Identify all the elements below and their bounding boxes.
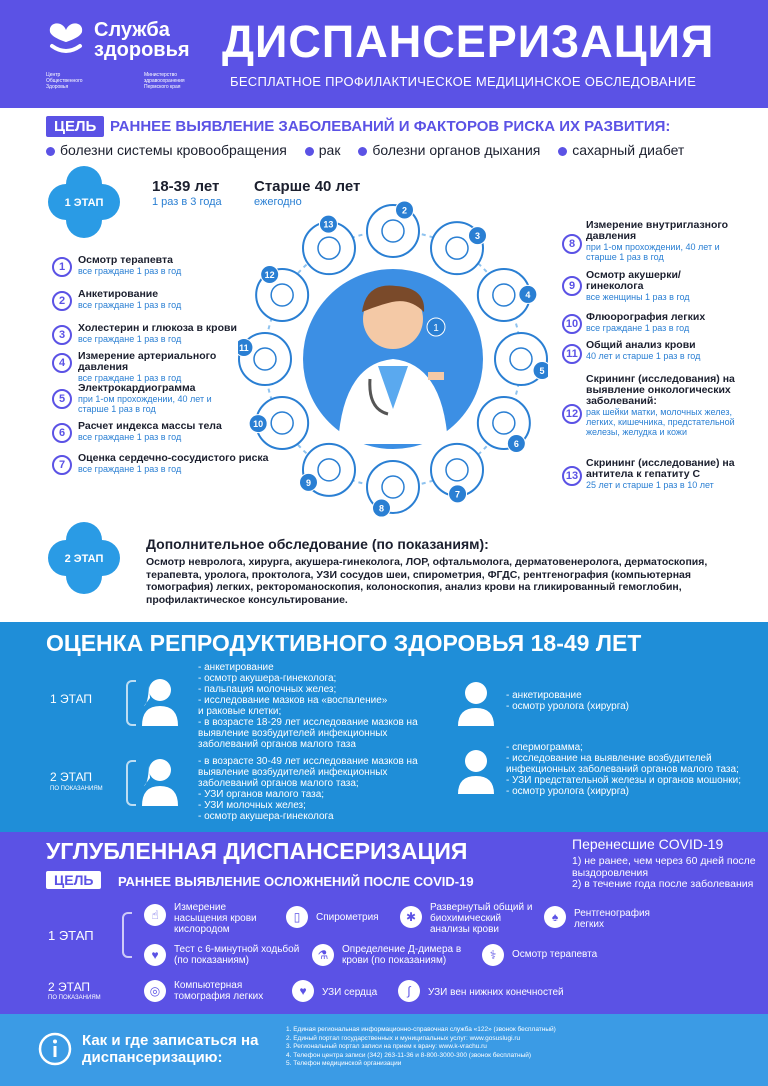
list-item: 5 Электрокардиограмма при 1-ом прохождении, 40 лет и старше 1 раз в год xyxy=(52,383,272,421)
list-item: 11 Общий анализ крови 40 лет и старше 1 раз в год xyxy=(562,340,752,374)
list-item: 13 Скрининг (исследование) на антитела к гепатиту С 25 лет и старше 1 раз в 10 лет xyxy=(562,458,752,498)
page-title: ДИСПАНСЕРИЗАЦИЯ xyxy=(222,16,715,67)
footer-line: 5. Телефон медицинской организации xyxy=(286,1060,402,1067)
footer-lines xyxy=(286,1026,756,1069)
doctor-icon: ⚕ xyxy=(482,944,504,966)
ring-number: 1 xyxy=(433,323,439,334)
deep-stage1: 1 ЭТАП xyxy=(48,928,94,943)
deep-stage2: 2 ЭТАП xyxy=(48,980,91,994)
repro-female-1: - анкетирование - осмотр акушера-гинеколога; - пальпация молочных желез; - исследование мазков на «воспаление» и раковые клетки; - в возрасте 18-29 лет исследование мазков на выявление возбудителей инфекционных заболеваний органов малого таза xyxy=(198,662,418,750)
ring-number: 6 xyxy=(513,438,519,449)
ring-number: 8 xyxy=(378,503,385,514)
org1: Центр Общественного Здоровья xyxy=(46,72,83,90)
lungs-icon: ♠ xyxy=(544,906,566,928)
stage2-title: Дополнительное обследование (по показаниям): xyxy=(146,536,489,552)
exam-ring xyxy=(238,194,548,524)
goal-badge: ЦЕЛЬ xyxy=(46,116,104,137)
test-tube-icon: ⚗ xyxy=(312,944,334,966)
repro-stage2: 2 ЭТАП xyxy=(50,770,93,784)
repro-stage1: 1 ЭТАП xyxy=(50,692,93,706)
stage2-text: Осмотр невролога, хирурга, акушера-гинеколога, ЛОР, офтальмолога, дерматовенеролога, дерматоскопия, терапевта, уролога, проктолога, УЗИ сосудов шеи, спирометрия, ФГДС, рентгенография (компьютерная томография) легких, ректороманоскопия, колоноскопия, анализ крови на гликированный гемоглобин, профилактическое консультирование. xyxy=(146,556,708,606)
ring-number: 2 xyxy=(401,205,408,216)
veins-icon: ∫ xyxy=(398,980,420,1002)
deep-s2-item: УЗИ сердца xyxy=(322,987,378,998)
deep-s1-item: Осмотр терапевта xyxy=(512,949,598,960)
list-item: 6 Расчет индекса массы тела все граждане 1 раз в год xyxy=(52,421,272,453)
deep-s1-item: Определение Д-димера в крови (по показаниям) xyxy=(342,944,462,966)
org2: Министерство здравоохранения Пермского края xyxy=(144,72,185,90)
logo-line2: здоровья xyxy=(94,39,190,61)
info-icon xyxy=(38,1032,72,1066)
list-item: 10 Флюорография легких все граждане 1 раз в год xyxy=(562,312,752,340)
footer-title: Как и где записаться на диспансеризацию: xyxy=(82,1032,259,1066)
heart-icon: ♥ xyxy=(144,944,166,966)
repro-male-1: - анкетирование - осмотр уролога (хирурга) xyxy=(506,690,630,712)
age1: 18-39 лет xyxy=(152,178,220,195)
deep-s1-item: Спирометрия xyxy=(316,912,379,923)
covid-text: 1) не ранее, чем через 60 дней после выздоровления 2) в течение года после заболевания xyxy=(572,855,756,890)
footer-line: 2. Единый портал государственных и муниципальных услуг: www.gosuslugi.ru xyxy=(286,1034,521,1042)
repro-title: ОЦЕНКА РЕПРОДУКТИВНОГО ЗДОРОВЬЯ 18-49 ЛЕТ xyxy=(46,630,642,656)
list-item: 7 Оценка сердечно-сосудистого риска все граждане 1 раз в год xyxy=(52,453,272,483)
man-icon xyxy=(456,748,496,794)
list-item: 8 Измерение внутриглазного давления при 1-ом прохождении, 40 лет и старше 1 раз в год xyxy=(562,220,752,270)
deep-s1-item: Развернутый общий и биохимический анализы крови xyxy=(430,902,533,935)
heart-ultrasound-icon: ♥ xyxy=(292,980,314,1002)
list-item: 9 Осмотр акушерки/гинеколога все женщины 1 раз в год xyxy=(562,270,752,312)
goal-bullet: сахарный диабет xyxy=(572,142,685,158)
deep-s1-item: Измерение насыщения крови кислородом xyxy=(174,902,257,935)
oxygen-icon: ☝ xyxy=(144,904,166,926)
list-item: 1 Осмотр терапевта все граждане 1 раз в год xyxy=(52,255,272,289)
deep-s2-item: УЗИ вен нижних конечностей xyxy=(428,987,564,998)
goal-bullet: рак xyxy=(318,142,341,158)
deep-stage2-sub: ПО ПОКАЗАНИЯМ xyxy=(48,995,101,1001)
logo-line1: Служба xyxy=(94,19,170,41)
list-item: 2 Анкетирование все граждане 1 раз в год xyxy=(52,289,272,323)
woman-icon xyxy=(140,676,180,726)
deep-goal-badge: ЦЕЛЬ xyxy=(46,871,101,889)
stage1-label: 1 ЭТАП xyxy=(64,197,104,209)
blood-test-icon: ✱ xyxy=(400,906,422,928)
stage2-clover xyxy=(46,520,122,596)
age2-freq: ежегодно xyxy=(254,196,302,208)
deep-s1-item: Рентгенография легких xyxy=(574,908,650,930)
footer-line: 3. Региональный портал записи на прием к врачу: www.k-vrachu.ru xyxy=(286,1043,487,1050)
stage1-right-list xyxy=(562,220,752,498)
woman-icon xyxy=(140,756,180,806)
footer-line: 4. Телефон центра записи (342) 263-11-36 и 8-800-3000-300 (звонок бесплатный) xyxy=(286,1051,532,1059)
ring-number: 7 xyxy=(455,489,461,500)
ring-number: 9 xyxy=(305,477,312,488)
stage2-label: 2 ЭТАП xyxy=(64,553,104,565)
repro-female-2: - в возрасте 30-49 лет исследование мазков на выявление возбудителей инфекционных заболеваний органов малого таза; - УЗИ органов малого таза; - УЗИ молочных желез; - осмотр акушера-гинеколога xyxy=(198,756,418,822)
goal-bullet: болезни системы кровообращения xyxy=(60,142,287,158)
page-subtitle: БЕСПЛАТНОЕ ПРОФИЛАКТИЧЕСКОЕ МЕДИЦИНСКОЕ ОБСЛЕДОВАНИЕ xyxy=(230,74,697,89)
deep-title: УГЛУБЛЕННАЯ ДИСПАНСЕРИЗАЦИЯ xyxy=(46,838,468,864)
age1-freq: 1 раз в 3 года xyxy=(152,196,222,208)
spirometry-icon: ▯ xyxy=(286,906,308,928)
list-item: 3 Холестерин и глюкоза в крови все граждане 1 раз в год xyxy=(52,323,272,351)
ct-scan-icon: ◎ xyxy=(144,980,166,1002)
list-item: 12 Скрининг (исследования) на выявление онкологических заболеваний: рак шейки матки, молочных желез, легких, кишечника, предстательной железы, желудка и кожи xyxy=(562,374,752,458)
goal-bullets xyxy=(46,142,746,158)
age2: Старше 40 лет xyxy=(254,178,361,195)
ring-number: 13 xyxy=(323,219,334,230)
logo xyxy=(44,16,204,64)
repro-male-2: - спермограмма; - исследование на выявление возбудителей инфекционных заболеваний органов малого таза; - УЗИ предстательной железы и органов мошонки; - осмотр уролога (хирурга) xyxy=(506,742,741,797)
deep-goal: РАННЕЕ ВЫЯВЛЕНИЕ ОСЛОЖНЕНИЙ ПОСЛЕ COVID-19 xyxy=(118,874,474,889)
deep-s2-item: Компьютерная томография легких xyxy=(174,980,264,1002)
footer-line: 1. Единая региональная информационно-справочная служба «122» (звонок бесплатный) xyxy=(286,1026,556,1033)
ring-number: 10 xyxy=(253,419,264,430)
list-item: 4 Измерение артериального давления все граждане 1 раз в год xyxy=(52,351,272,383)
ring-number: 11 xyxy=(239,342,249,353)
stage1-clover xyxy=(46,164,122,240)
repro-stage2-sub: ПО ПОКАЗАНИЯМ xyxy=(50,786,103,792)
man-icon xyxy=(456,680,496,726)
deep-s1-item: Тест с 6-минутной ходьбой (по показаниям) xyxy=(174,944,300,966)
ring-number: 5 xyxy=(539,366,545,377)
goal-bullet: болезни органов дыхания xyxy=(372,142,541,158)
heart-logo-icon xyxy=(44,16,88,56)
ring-number: 3 xyxy=(474,231,481,242)
goal-text: РАННЕЕ ВЫЯВЛЕНИЕ ЗАБОЛЕВАНИЙ И ФАКТОРОВ РИСКА ИХ РАЗВИТИЯ: xyxy=(110,118,671,135)
ring-number: 4 xyxy=(525,289,531,300)
covid-title: Перенесшие COVID-19 xyxy=(572,836,724,852)
ring-number: 12 xyxy=(264,270,275,281)
